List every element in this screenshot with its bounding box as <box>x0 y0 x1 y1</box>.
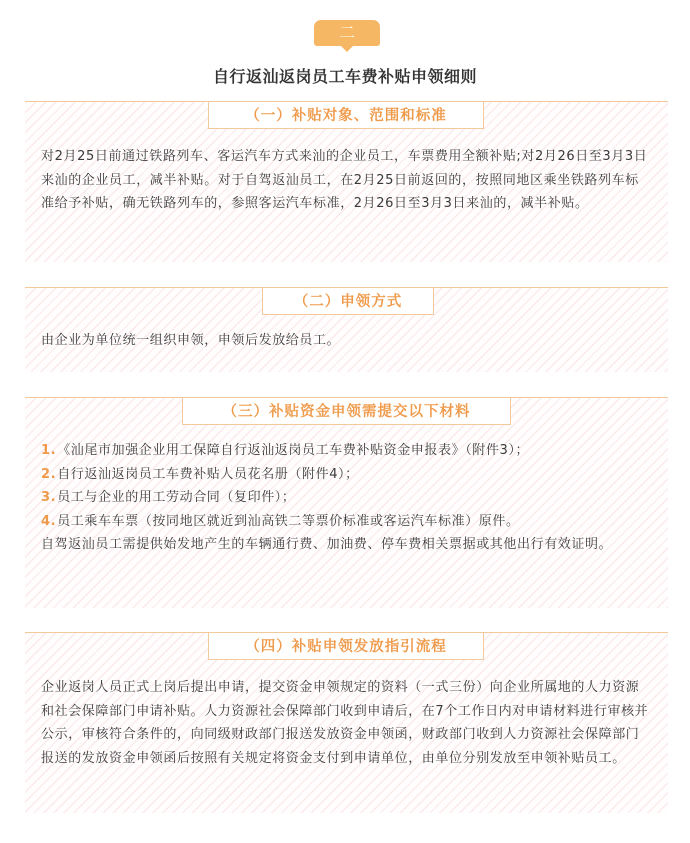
section-heading: （一）补贴对象、范围和标准 <box>208 101 484 129</box>
list-text: 员工与企业的用工劳动合同（复印件）； <box>57 490 296 505</box>
list-number: 4. <box>41 513 57 529</box>
section-body <box>41 145 652 216</box>
section-body <box>41 676 652 770</box>
section-heading: （三）补贴资金申领需提交以下材料 <box>182 397 511 425</box>
paragraph: 由企业为单位统一组织申领，申领后发放给员工。 <box>41 333 341 348</box>
list-number: 3. <box>41 490 57 505</box>
section-subsidy-scope <box>25 101 668 262</box>
section-application-method <box>25 287 668 372</box>
paragraph: 对2月25日前通过铁路列车、客运汽车方式来汕的企业员工，车票费用全额补贴;对2月26日至3月3日来汕的企业员工，减半补贴。对于自驾返汕员工，在2月25日前返回的，按照同地区乘坐铁路列车标准给予补贴，确无铁路列车的，参照客运汽车标准，2月26日至3月3日来汕的，减半补贴。 <box>41 149 648 211</box>
list-text: 自行返汕返岗员工车费补贴人员花名册（附件4）； <box>57 466 359 482</box>
list-number: 2. <box>41 466 57 482</box>
section-heading: （四）补贴申领发放指引流程 <box>208 632 484 660</box>
list-item <box>41 439 652 463</box>
section-heading: （二）申领方式 <box>262 287 434 315</box>
list-item <box>41 463 652 487</box>
section-number-badge: 二 <box>314 20 380 46</box>
list-item <box>41 510 652 534</box>
note-paragraph: 自驾返汕员工需提供始发地产生的车辆通行费、加油费、停车费相关票据或其他出行有效证明。 <box>41 537 613 552</box>
section-body <box>41 439 652 557</box>
section-required-materials <box>25 397 668 608</box>
list-item <box>41 486 652 510</box>
section-body <box>41 329 652 353</box>
list-text: 《汕尾市加强企业用工保障自行返汕返岗员工车费补贴资金申报表》（附件3）； <box>57 443 530 458</box>
list-number: 1. <box>41 443 57 458</box>
list-text: 员工乘车车票（按同地区就近到汕高铁二等票价标准或客运汽车标准）原件。 <box>57 513 520 529</box>
paragraph: 企业返岗人员正式上岗后提出申请，提交资金申领规定的资料（一式三份）向企业所属地的人力资源和社会保障部门申请补贴。人力资源社会保障部门收到申请后，在7个工作日内对申请材料进行审核并公示，审核符合条件的，向同级财政部门报送发放资金申领函，财政部门收到人力资源社会保障部门报送的发放资金申领函后按照有关规定将资金支付到申请单位，由单位分别发放至申领补贴员工。 <box>41 680 649 766</box>
section-process-guide <box>25 632 668 813</box>
page-title: 自行返汕返岗员工车费补贴申领细则 <box>212 67 477 86</box>
